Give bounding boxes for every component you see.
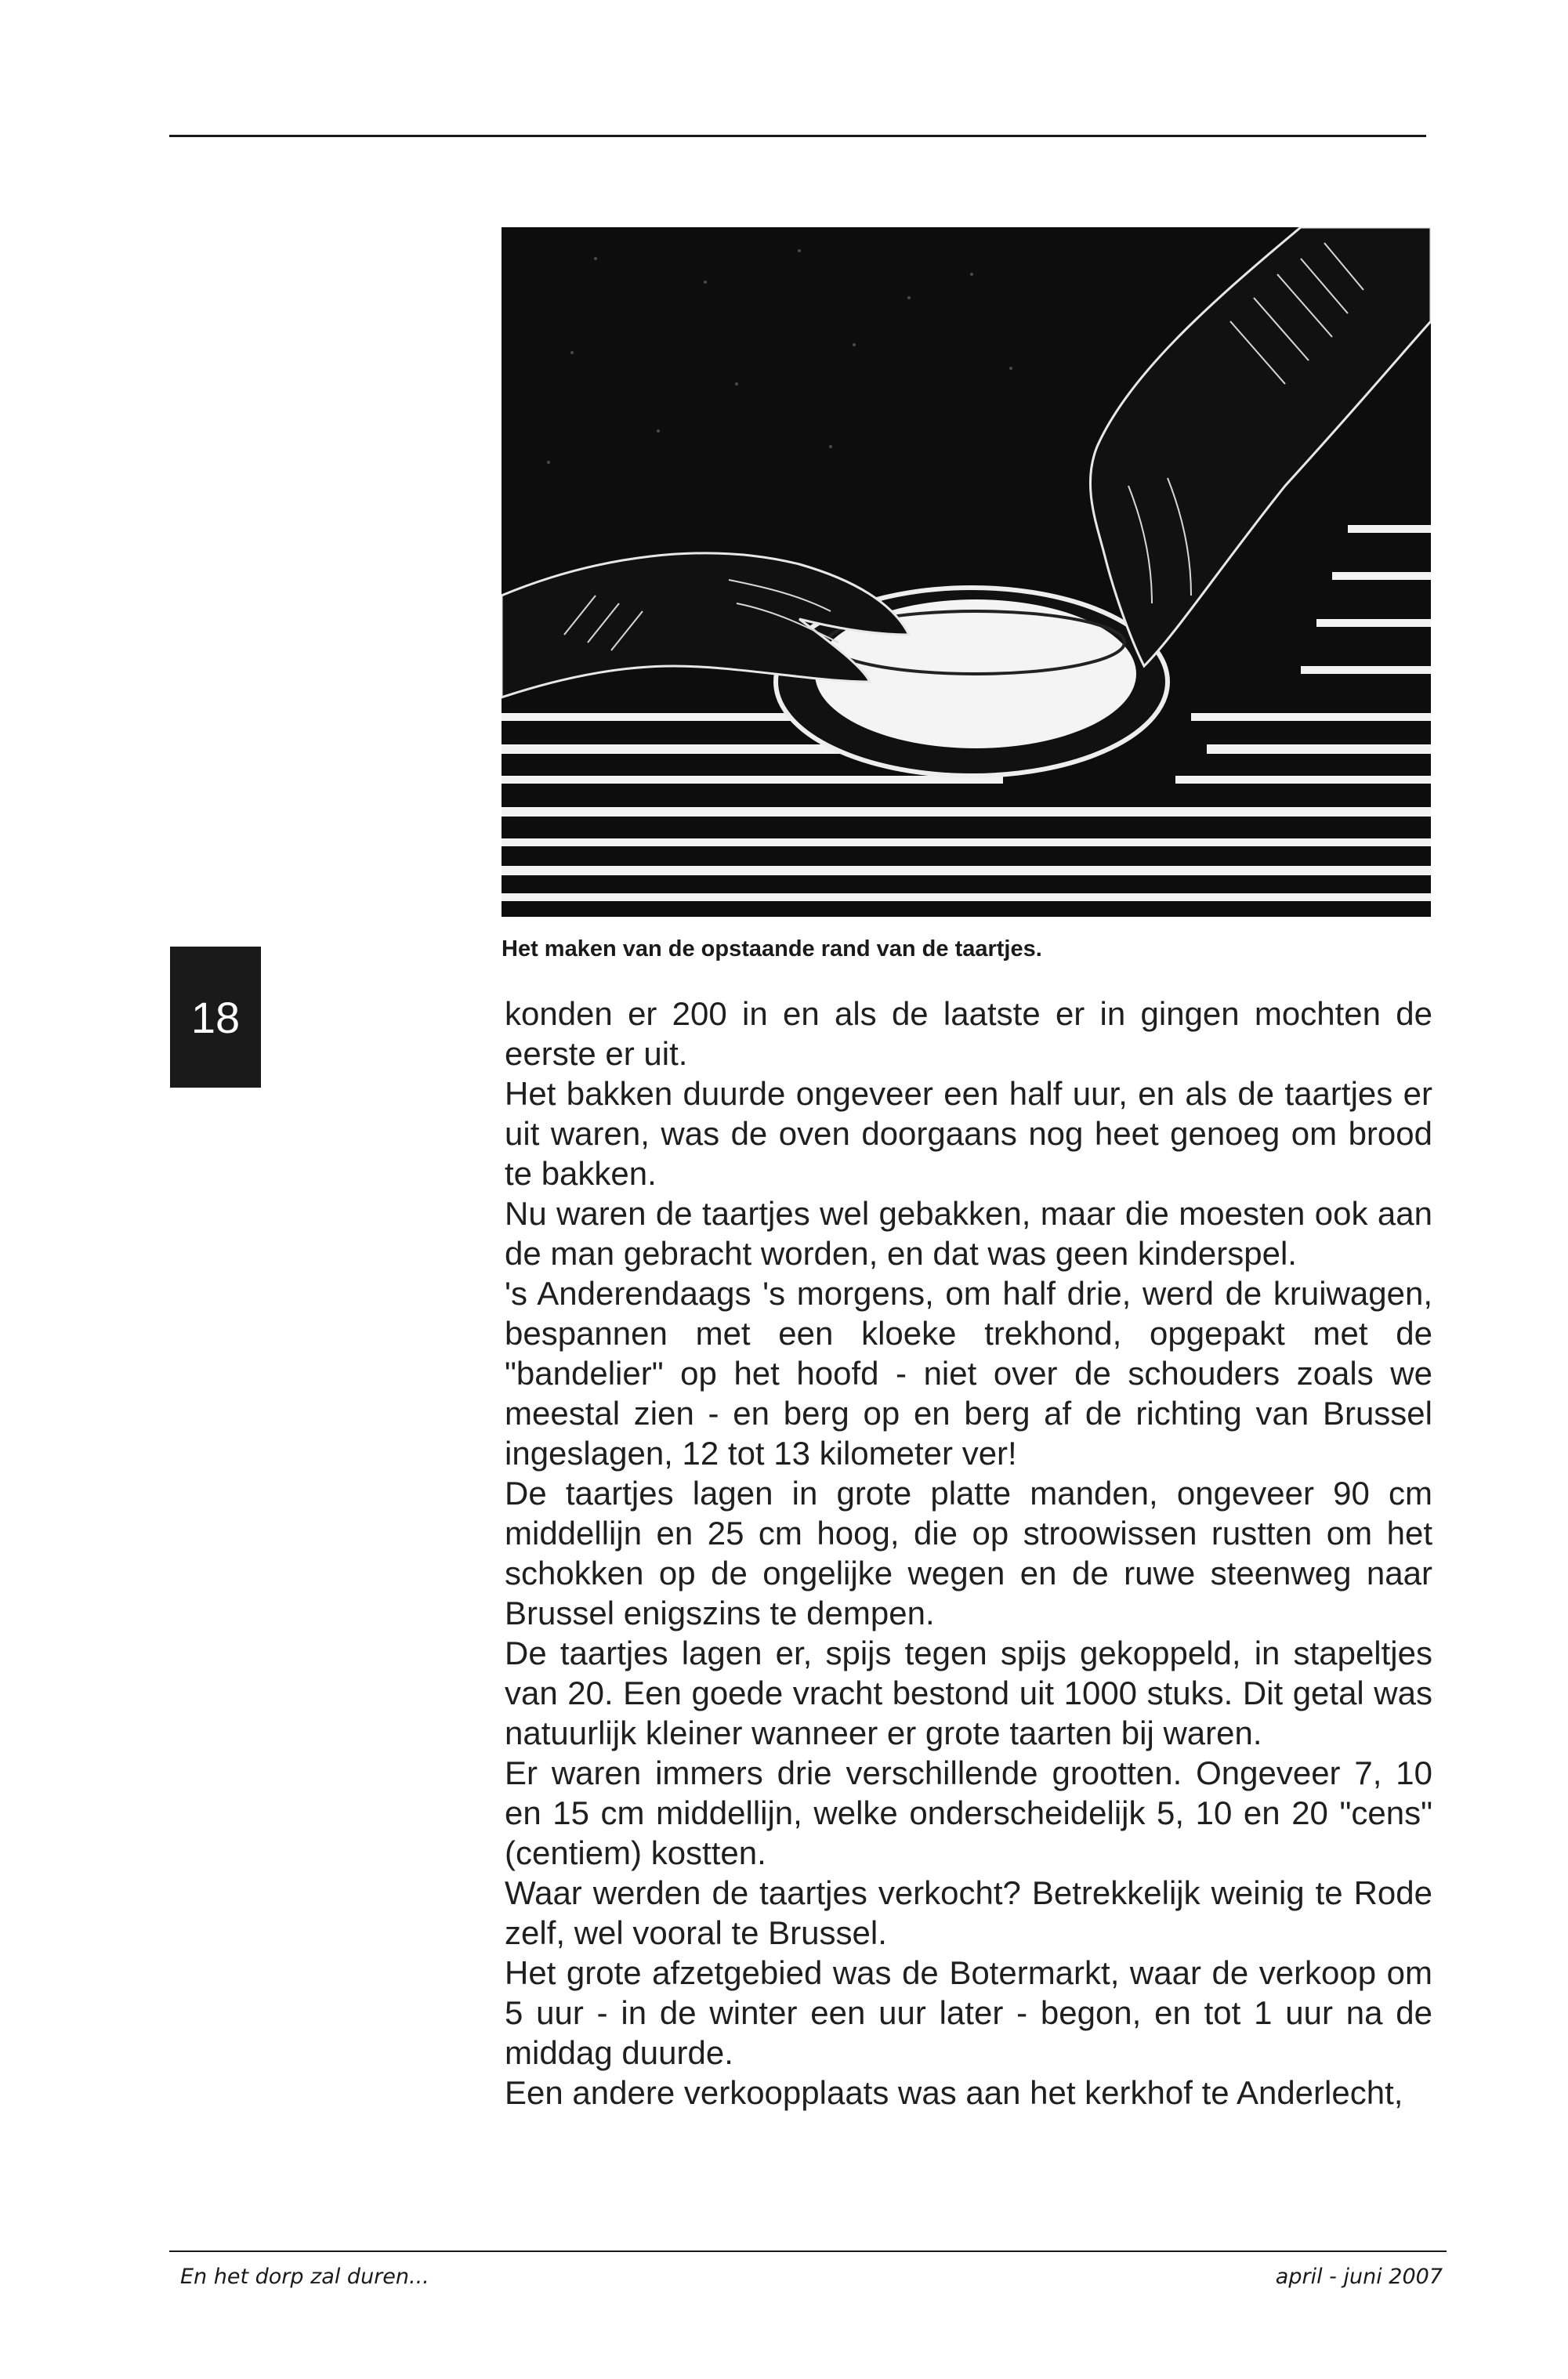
paragraph: Het bakken duurde ongeveer een half uur, en als de taartjes er uit waren, was de oven doorgaans nog heet genoeg om brood te bakken. [505, 1075, 1432, 1192]
paragraph: Waar werden de taartjes verkocht? Betrekkelijk weinig te Rode zelf, wel vooral te Brussel. [505, 1874, 1432, 1951]
footer-publication-title: En het dorp zal duren... [180, 2265, 429, 2289]
top-rule [169, 135, 1426, 137]
paragraph: Er waren immers drie verschillende grootten. Ongeveer 7, 10 en 15 cm middellijn, welke onderscheidelijk 5, 10 en 20 "cens" (centiem) kostten. [505, 1754, 1432, 1871]
woodcut-illustration [502, 227, 1431, 917]
article-body [505, 994, 1432, 2113]
page-number: 18 [190, 992, 241, 1042]
page-number-tab [170, 947, 261, 1088]
paragraph: Nu waren de taartjes wel gebakken, maar die moesten ook aan de man gebracht worden, en dat was geen kinderspel. [505, 1195, 1432, 1272]
bottom-rule [169, 2250, 1447, 2252]
paragraph: 's Anderendaags 's morgens, om half drie, werd de kruiwagen, bespannen met een kloeke trekhond, opgepakt met de "bandelier" op het hoofd - niet over de schouders zoals we meestal zien - en berg op en berg af de richting van Brussel ingeslagen, 12 tot 13 kilometer ver! [505, 1275, 1432, 1472]
paragraph: De taartjes lagen in grote platte manden, ongeveer 90 cm middellijn en 25 cm hoog, die op stroowissen rustten om het schokken op de ongelijke wegen en de ruwe steenweg naar Brussel enigszins te dempen. [505, 1475, 1432, 1631]
hands-shaping-tart-image [502, 227, 1431, 917]
paragraph: De taartjes lagen er, spijs tegen spijs gekoppeld, in stapeltjes van 20. Een goede vracht bestond uit 1000 stuks. Dit getal was natuurlijk kleiner wanneer er grote taarten bij waren. [505, 1635, 1432, 1751]
figure-caption: Het maken van de opstaande rand van de taartjes. [502, 936, 1042, 961]
paragraph: konden er 200 in en als de laatste er in gingen mochten de eerste er uit. [505, 995, 1432, 1072]
paragraph: Het grote afzetgebied was de Botermarkt, waar de verkoop om 5 uur - in de winter een uur later - begon, en tot 1 uur na de middag duurde. [505, 1954, 1432, 2071]
footer-issue-date: april - juni 2007 [1275, 2265, 1443, 2289]
paragraph: Een andere verkoopplaats was aan het kerkhof te Anderlecht, [505, 2074, 1403, 2111]
